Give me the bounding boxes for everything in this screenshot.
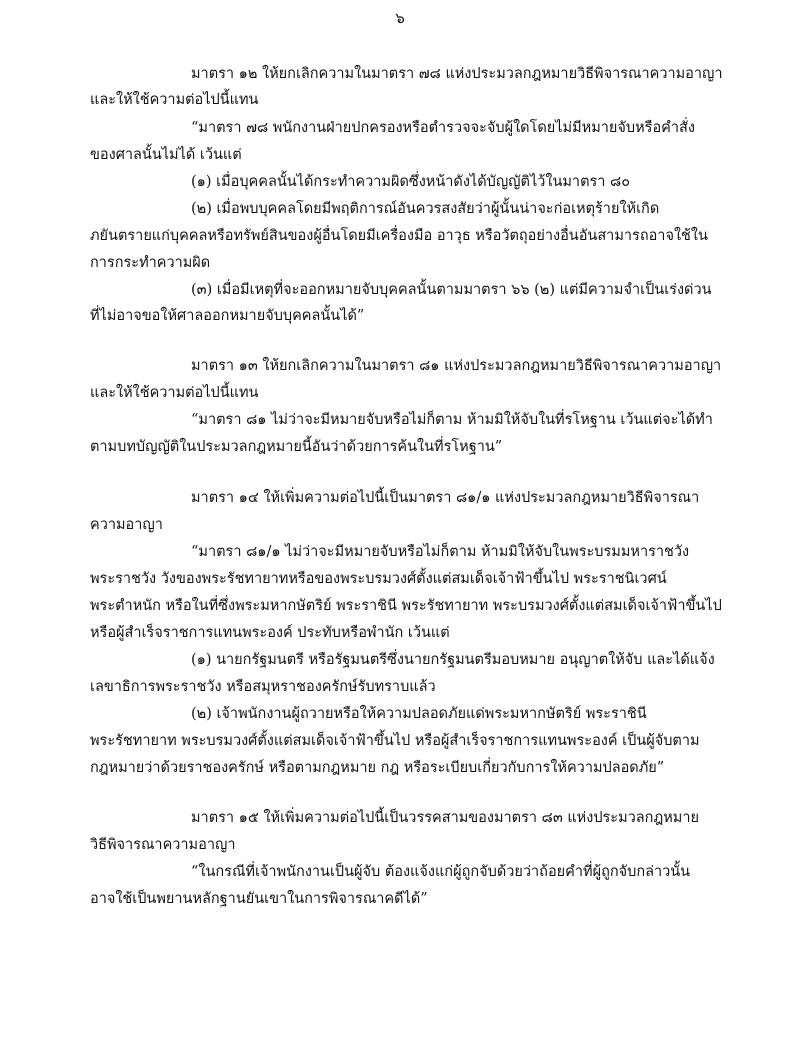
text-line: “ในกรณีที่เจ้าพนักงานเป็นผู้จับ ต้องแจ้งแก่ผู้ถูกจับด้วยว่าถ้อยคำที่ผู้ถูกจับกล่าวนั้น [191,864,691,880]
text-line: หรือผู้สำเร็จราชการแทนพระองค์ ประทับหรือพำนัก เว้นแต่ [90,625,450,641]
page-number: ๖ [395,9,405,27]
text-line: “มาตรา ๗๘ พนักงานฝ่ายปกครองหรือตำรวจจะจับผู้ใดโดยไม่มีหมายจับหรือคำสั่ง [191,120,695,136]
text-line: “มาตรา ๘๑ ไม่ว่าจะมีหมายจับหรือไม่ก็ตาม ห้ามมิให้จับในที่รโหฐาน เว้นแต่จะได้ทำ [191,412,713,428]
text-line: (๒) เมื่อพบบุคคลโดยมีพฤติการณ์อันควรสงสัยว่าผู้นั้นน่าจะก่อเหตุร้ายให้เกิด [191,201,660,217]
text-line: (๑) เมื่อบุคคลนั้นได้กระทำความผิดซึ่งหน้าดังได้บัญญัติไว้ในมาตรา ๘๐ [191,174,631,190]
text-line: (๓) เมื่อมีเหตุที่จะออกหมายจับบุคคลนั้นตามมาตรา ๖๖ (๒) แต่มีความจำเป็นเร่งด่วน [191,282,712,298]
text-line: กฎหมายว่าด้วยราชองครักษ์ หรือตามกฎหมาย กฎ หรือระเบียบเกี่ยวกับการให้ความปลอดภัย” [90,760,665,776]
text-line: มาตรา ๑๔ ให้เพิ่มความต่อไปนี้เป็นมาตรา ๘๑/๑ แห่งประมวลกฎหมายวิธีพิจารณา [191,490,700,506]
text-line: ของศาลนั้นไม่ได้ เว้นแต่ [90,147,242,163]
text-line: (๒) เจ้าพนักงานผู้ถวายหรือให้ความปลอดภัยแด่พระมหากษัตริย์ พระราชินี [191,706,647,722]
text-line: ความอาญา [90,517,163,533]
text-line: ตามบทบัญญัติในประมวลกฎหมายนี้อันว่าด้วยการค้นในที่รโหฐาน” [90,439,503,455]
text-line: มาตรา ๑๓ ให้ยกเลิกความในมาตรา ๘๑ แห่งประมวลกฎหมายวิธีพิจารณาความอาญา [191,358,722,374]
text-line: การกระทำความผิด [90,255,211,271]
text-line: และให้ใช้ความต่อไปนี้แทน [90,385,259,401]
text-line: อาจใช้เป็นพยานหลักฐานยันเขาในการพิจารณาคดีได้” [90,891,428,907]
text-line: และให้ใช้ความต่อไปนี้แทน [90,92,259,108]
text-line: “มาตรา ๘๑/๑ ไม่ว่าจะมีหมายจับหรือไม่ก็ตาม ห้ามมิให้จับในพระบรมมหาราชวัง [191,544,690,560]
text-line: เลขาธิการพระราชวัง หรือสมุหราชองครักษ์รับทราบแล้ว [90,679,436,695]
text-line: พระรัชทายาท พระบรมวงศ์ตั้งแต่สมเด็จเจ้าฟ้าขึ้นไป หรือผู้สำเร็จราชการแทนพระองค์ เป็นผู้จับตาม [90,733,700,749]
text-line: ที่ไม่อาจขอให้ศาลออกหมายจับบุคคลนั้นได้” [90,308,365,324]
text-line: พระตำหนัก หรือในที่ซึ่งพระมหากษัตริย์ พระราชินี พระรัชทายาท พระบรมวงศ์ตั้งแต่สมเด็จเจ้าฟ้าขึ้นไป [90,598,722,614]
text-line: พระราชวัง วังของพระรัชทายาทหรือของพระบรมวงศ์ตั้งแต่สมเด็จเจ้าฟ้าขึ้นไป พระราชนิเวศน์ [90,571,667,587]
text-line: วิธีพิจารณาความอาญา [90,837,236,853]
text-line: ภยันตรายแก่บุคคลหรือทรัพย์สินของผู้อื่นโดยมีเครื่องมือ อาวุธ หรือวัตถุอย่างอื่นอันสามารถอาจใช้ใน [90,228,708,244]
text-line: (๑) นายกรัฐมนตรี หรือรัฐมนตรีซึ่งนายกรัฐมนตรีมอบหมาย อนุญาตให้จับ และได้แจ้ง [191,652,715,668]
text-line: มาตรา ๑๒ ให้ยกเลิกความในมาตรา ๗๘ แห่งประมวลกฎหมายวิธีพิจารณาความอาญา [191,66,723,82]
text-line: มาตรา ๑๕ ให้เพิ่มความต่อไปนี้เป็นวรรคสามของมาตรา ๘๓ แห่งประมวลกฎหมาย [191,810,699,826]
